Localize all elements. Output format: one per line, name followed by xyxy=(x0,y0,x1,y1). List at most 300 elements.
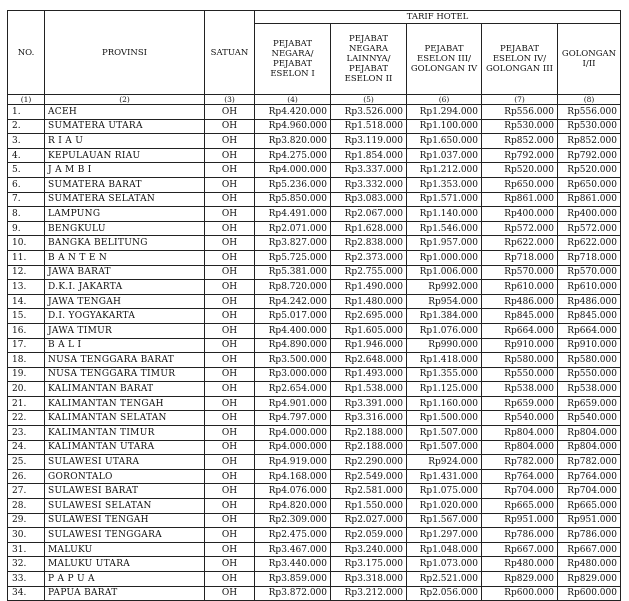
header-no: NO. xyxy=(8,11,45,95)
province-name: KALIMANTAN BARAT xyxy=(45,382,205,397)
province-name: ACEH xyxy=(45,105,205,120)
table-row xyxy=(8,236,621,251)
tariff-golongan-1-2: Rp550.000 xyxy=(558,367,621,382)
table-row xyxy=(8,148,621,163)
row-number: 9. xyxy=(8,221,45,236)
unit-cell: OH xyxy=(205,396,255,411)
tariff-eselon-4: Rp664.000 xyxy=(482,323,558,338)
province-name: D.I. YOGYAKARTA xyxy=(45,309,205,324)
tariff-eselon-3: Rp2.056.000 xyxy=(407,586,482,601)
tariff-golongan-1-2: Rp829.000 xyxy=(558,572,621,587)
tariff-eselon-1: Rp4.919.000 xyxy=(255,455,331,470)
row-number: 34. xyxy=(8,586,45,601)
province-name: KALIMANTAN TENGAH xyxy=(45,396,205,411)
tariff-eselon-2: Rp2.027.000 xyxy=(331,513,407,528)
row-number: 31. xyxy=(8,542,45,557)
row-number: 8. xyxy=(8,207,45,222)
tariff-eselon-4: Rp520.000 xyxy=(482,163,558,178)
table-row xyxy=(8,323,621,338)
tariff-eselon-2: Rp2.059.000 xyxy=(331,528,407,543)
tariff-eselon-4: Rp667.000 xyxy=(482,542,558,557)
tariff-eselon-1: Rp5.236.000 xyxy=(255,177,331,192)
column-number: (3) xyxy=(205,95,255,105)
tariff-eselon-3: Rp1.160.000 xyxy=(407,396,482,411)
table-row xyxy=(8,280,621,295)
province-name: PAPUA BARAT xyxy=(45,586,205,601)
tariff-eselon-4: Rp804.000 xyxy=(482,426,558,441)
tariff-golongan-1-2: Rp951.000 xyxy=(558,513,621,528)
unit-cell: OH xyxy=(205,280,255,295)
table-row xyxy=(8,426,621,441)
hotel-tariff-table xyxy=(7,10,621,601)
unit-cell: OH xyxy=(205,250,255,265)
column-number: (2) xyxy=(45,95,205,105)
tariff-eselon-3: Rp990.000 xyxy=(407,338,482,353)
tariff-eselon-4: Rp852.000 xyxy=(482,134,558,149)
column-number: (1) xyxy=(8,95,45,105)
tariff-eselon-4: Rp951.000 xyxy=(482,513,558,528)
row-number: 27. xyxy=(8,484,45,499)
tariff-eselon-4: Rp480.000 xyxy=(482,557,558,572)
tariff-eselon-3: Rp1.355.000 xyxy=(407,367,482,382)
unit-cell: OH xyxy=(205,294,255,309)
tariff-eselon-2: Rp1.538.000 xyxy=(331,382,407,397)
unit-cell: OH xyxy=(205,455,255,470)
hotel-tariff-document xyxy=(7,10,621,601)
tariff-golongan-1-2: Rp540.000 xyxy=(558,411,621,426)
tariff-eselon-4: Rp764.000 xyxy=(482,469,558,484)
province-name: SUMATERA BARAT xyxy=(45,177,205,192)
province-name: KALIMANTAN UTARA xyxy=(45,440,205,455)
row-number: 13. xyxy=(8,280,45,295)
tariff-eselon-4: Rp718.000 xyxy=(482,250,558,265)
unit-cell: OH xyxy=(205,309,255,324)
tariff-eselon-1: Rp2.475.000 xyxy=(255,528,331,543)
row-number: 6. xyxy=(8,177,45,192)
tariff-eselon-3: Rp1.212.000 xyxy=(407,163,482,178)
tariff-eselon-2: Rp2.188.000 xyxy=(331,426,407,441)
tariff-eselon-3: Rp1.546.000 xyxy=(407,221,482,236)
row-number: 11. xyxy=(8,250,45,265)
tariff-eselon-2: Rp2.188.000 xyxy=(331,440,407,455)
tariff-eselon-2: Rp1.854.000 xyxy=(331,148,407,163)
tariff-eselon-3: Rp1.957.000 xyxy=(407,236,482,251)
unit-cell: OH xyxy=(205,105,255,120)
tariff-eselon-3: Rp1.020.000 xyxy=(407,499,482,514)
row-number: 14. xyxy=(8,294,45,309)
unit-cell: OH xyxy=(205,134,255,149)
tariff-golongan-1-2: Rp792.000 xyxy=(558,148,621,163)
province-name: JAWA TENGAH xyxy=(45,294,205,309)
province-name: P A P U A xyxy=(45,572,205,587)
tariff-eselon-4: Rp659.000 xyxy=(482,396,558,411)
table-row xyxy=(8,250,621,265)
tariff-eselon-1: Rp3.872.000 xyxy=(255,586,331,601)
tariff-golongan-1-2: Rp718.000 xyxy=(558,250,621,265)
tariff-golongan-1-2: Rp650.000 xyxy=(558,177,621,192)
tariff-eselon-3: Rp1.037.000 xyxy=(407,148,482,163)
row-number: 3. xyxy=(8,134,45,149)
tariff-eselon-1: Rp4.275.000 xyxy=(255,148,331,163)
province-name: GORONTALO xyxy=(45,469,205,484)
header-eselon-1: PEJABAT NEGARA/ PEJABAT ESELON I xyxy=(255,24,331,95)
unit-cell: OH xyxy=(205,338,255,353)
row-number: 1. xyxy=(8,105,45,120)
province-name: KALIMANTAN TIMUR xyxy=(45,426,205,441)
unit-cell: OH xyxy=(205,382,255,397)
tariff-eselon-1: Rp5.017.000 xyxy=(255,309,331,324)
tariff-eselon-2: Rp3.526.000 xyxy=(331,105,407,120)
province-name: BENGKULU xyxy=(45,221,205,236)
tariff-eselon-1: Rp4.960.000 xyxy=(255,119,331,134)
tariff-golongan-1-2: Rp704.000 xyxy=(558,484,621,499)
row-number: 23. xyxy=(8,426,45,441)
table-row xyxy=(8,192,621,207)
column-number: (4) xyxy=(255,95,331,105)
tariff-eselon-1: Rp3.820.000 xyxy=(255,134,331,149)
tariff-eselon-4: Rp792.000 xyxy=(482,148,558,163)
tariff-eselon-4: Rp622.000 xyxy=(482,236,558,251)
tariff-eselon-2: Rp3.083.000 xyxy=(331,192,407,207)
table-row xyxy=(8,294,621,309)
tariff-eselon-1: Rp3.859.000 xyxy=(255,572,331,587)
province-name: MALUKU xyxy=(45,542,205,557)
table-row xyxy=(8,572,621,587)
tariff-golongan-1-2: Rp610.000 xyxy=(558,280,621,295)
table-row xyxy=(8,455,621,470)
tariff-eselon-4: Rp486.000 xyxy=(482,294,558,309)
tariff-eselon-3: Rp1.353.000 xyxy=(407,177,482,192)
table-row xyxy=(8,396,621,411)
province-name: KALIMANTAN SELATAN xyxy=(45,411,205,426)
tariff-eselon-4: Rp580.000 xyxy=(482,353,558,368)
tariff-golongan-1-2: Rp486.000 xyxy=(558,294,621,309)
row-number: 24. xyxy=(8,440,45,455)
unit-cell: OH xyxy=(205,513,255,528)
tariff-eselon-3: Rp1.507.000 xyxy=(407,426,482,441)
tariff-eselon-1: Rp4.797.000 xyxy=(255,411,331,426)
tariff-eselon-2: Rp2.755.000 xyxy=(331,265,407,280)
row-number: 20. xyxy=(8,382,45,397)
tariff-eselon-2: Rp3.119.000 xyxy=(331,134,407,149)
tariff-eselon-3: Rp1.048.000 xyxy=(407,542,482,557)
tariff-eselon-1: Rp3.000.000 xyxy=(255,367,331,382)
tariff-eselon-1: Rp4.076.000 xyxy=(255,484,331,499)
tariff-eselon-4: Rp400.000 xyxy=(482,207,558,222)
tariff-golongan-1-2: Rp861.000 xyxy=(558,192,621,207)
tariff-eselon-1: Rp4.491.000 xyxy=(255,207,331,222)
tariff-golongan-1-2: Rp659.000 xyxy=(558,396,621,411)
table-row xyxy=(8,177,621,192)
province-name: SULAWESI SELATAN xyxy=(45,499,205,514)
tariff-eselon-3: Rp1.140.000 xyxy=(407,207,482,222)
tariff-eselon-3: Rp1.571.000 xyxy=(407,192,482,207)
row-number: 32. xyxy=(8,557,45,572)
tariff-eselon-2: Rp1.628.000 xyxy=(331,221,407,236)
province-name: SULAWESI BARAT xyxy=(45,484,205,499)
table-row xyxy=(8,557,621,572)
tariff-eselon-1: Rp3.827.000 xyxy=(255,236,331,251)
unit-cell: OH xyxy=(205,177,255,192)
table-row xyxy=(8,221,621,236)
tariff-eselon-1: Rp3.500.000 xyxy=(255,353,331,368)
tariff-eselon-4: Rp829.000 xyxy=(482,572,558,587)
unit-cell: OH xyxy=(205,119,255,134)
row-number: 7. xyxy=(8,192,45,207)
row-number: 17. xyxy=(8,338,45,353)
tariff-golongan-1-2: Rp622.000 xyxy=(558,236,621,251)
tariff-golongan-1-2: Rp530.000 xyxy=(558,119,621,134)
tariff-eselon-3: Rp1.076.000 xyxy=(407,323,482,338)
province-name: SUMATERA UTARA xyxy=(45,119,205,134)
tariff-eselon-3: Rp1.384.000 xyxy=(407,309,482,324)
tariff-golongan-1-2: Rp556.000 xyxy=(558,105,621,120)
province-name: B A N T E N xyxy=(45,250,205,265)
tariff-golongan-1-2: Rp400.000 xyxy=(558,207,621,222)
tariff-golongan-1-2: Rp910.000 xyxy=(558,338,621,353)
tariff-eselon-1: Rp4.000.000 xyxy=(255,163,331,178)
tariff-eselon-2: Rp2.695.000 xyxy=(331,309,407,324)
tariff-eselon-2: Rp2.290.000 xyxy=(331,455,407,470)
province-name: JAWA TIMUR xyxy=(45,323,205,338)
table-row xyxy=(8,367,621,382)
tariff-eselon-2: Rp3.318.000 xyxy=(331,572,407,587)
tariff-eselon-1: Rp4.400.000 xyxy=(255,323,331,338)
unit-cell: OH xyxy=(205,484,255,499)
tariff-golongan-1-2: Rp667.000 xyxy=(558,542,621,557)
tariff-eselon-1: Rp5.850.000 xyxy=(255,192,331,207)
table-row xyxy=(8,499,621,514)
tariff-golongan-1-2: Rp845.000 xyxy=(558,309,621,324)
tariff-golongan-1-2: Rp600.000 xyxy=(558,586,621,601)
row-number: 25. xyxy=(8,455,45,470)
column-number: (5) xyxy=(331,95,407,105)
tariff-eselon-3: Rp1.294.000 xyxy=(407,105,482,120)
province-name: MALUKU UTARA xyxy=(45,557,205,572)
tariff-eselon-2: Rp1.480.000 xyxy=(331,294,407,309)
tariff-eselon-2: Rp2.549.000 xyxy=(331,469,407,484)
tariff-eselon-3: Rp1.125.000 xyxy=(407,382,482,397)
province-name: NUSA TENGGARA BARAT xyxy=(45,353,205,368)
tariff-eselon-1: Rp4.168.000 xyxy=(255,469,331,484)
table-row xyxy=(8,484,621,499)
tariff-eselon-1: Rp2.071.000 xyxy=(255,221,331,236)
header-provinsi: PROVINSI xyxy=(45,11,205,95)
province-name: NUSA TENGGARA TIMUR xyxy=(45,367,205,382)
tariff-eselon-4: Rp782.000 xyxy=(482,455,558,470)
tariff-golongan-1-2: Rp520.000 xyxy=(558,163,621,178)
unit-cell: OH xyxy=(205,542,255,557)
tariff-golongan-1-2: Rp804.000 xyxy=(558,440,621,455)
table-row xyxy=(8,528,621,543)
tariff-eselon-2: Rp3.316.000 xyxy=(331,411,407,426)
province-name: SULAWESI TENGGARA xyxy=(45,528,205,543)
tariff-eselon-3: Rp1.075.000 xyxy=(407,484,482,499)
tariff-eselon-4: Rp704.000 xyxy=(482,484,558,499)
tariff-eselon-3: Rp1.418.000 xyxy=(407,353,482,368)
tariff-eselon-2: Rp3.175.000 xyxy=(331,557,407,572)
table-row xyxy=(8,542,621,557)
table-row xyxy=(8,586,621,601)
row-number: 19. xyxy=(8,367,45,382)
header-eselon-2: PEJABAT NEGARA LAINNYA/ PEJABAT ESELON II xyxy=(331,24,407,95)
unit-cell: OH xyxy=(205,499,255,514)
province-name: R I A U xyxy=(45,134,205,149)
tariff-eselon-2: Rp3.332.000 xyxy=(331,177,407,192)
tariff-eselon-3: Rp2.521.000 xyxy=(407,572,482,587)
row-number: 12. xyxy=(8,265,45,280)
tariff-golongan-1-2: Rp480.000 xyxy=(558,557,621,572)
tariff-eselon-2: Rp1.605.000 xyxy=(331,323,407,338)
province-name: D.K.I. JAKARTA xyxy=(45,280,205,295)
table-row xyxy=(8,469,621,484)
row-number: 28. xyxy=(8,499,45,514)
header-eselon-3: PEJABAT ESELON III/ GOLONGAN IV xyxy=(407,24,482,95)
header-eselon-4: PEJABAT ESELON IV/ GOLONGAN III xyxy=(482,24,558,95)
table-row xyxy=(8,353,621,368)
tariff-eselon-1: Rp4.890.000 xyxy=(255,338,331,353)
tariff-golongan-1-2: Rp580.000 xyxy=(558,353,621,368)
tariff-eselon-1: Rp3.467.000 xyxy=(255,542,331,557)
row-number: 26. xyxy=(8,469,45,484)
tariff-golongan-1-2: Rp764.000 xyxy=(558,469,621,484)
tariff-eselon-3: Rp924.000 xyxy=(407,455,482,470)
tariff-eselon-3: Rp1.000.000 xyxy=(407,250,482,265)
tariff-eselon-2: Rp2.581.000 xyxy=(331,484,407,499)
row-number: 10. xyxy=(8,236,45,251)
province-name: SULAWESI UTARA xyxy=(45,455,205,470)
table-row xyxy=(8,119,621,134)
tariff-eselon-4: Rp600.000 xyxy=(482,586,558,601)
tariff-eselon-3: Rp1.650.000 xyxy=(407,134,482,149)
row-number: 5. xyxy=(8,163,45,178)
table-row xyxy=(8,105,621,120)
tariff-eselon-1: Rp4.420.000 xyxy=(255,105,331,120)
tariff-eselon-2: Rp1.550.000 xyxy=(331,499,407,514)
tariff-eselon-4: Rp538.000 xyxy=(482,382,558,397)
province-name: BANGKA BELITUNG xyxy=(45,236,205,251)
unit-cell: OH xyxy=(205,353,255,368)
tariff-eselon-3: Rp1.100.000 xyxy=(407,119,482,134)
table-row xyxy=(8,411,621,426)
tariff-eselon-1: Rp3.440.000 xyxy=(255,557,331,572)
table-row xyxy=(8,382,621,397)
row-number: 2. xyxy=(8,119,45,134)
tariff-eselon-4: Rp845.000 xyxy=(482,309,558,324)
tariff-eselon-4: Rp650.000 xyxy=(482,177,558,192)
column-number-row xyxy=(8,95,621,105)
unit-cell: OH xyxy=(205,323,255,338)
tariff-golongan-1-2: Rp852.000 xyxy=(558,134,621,149)
unit-cell: OH xyxy=(205,426,255,441)
tariff-eselon-2: Rp2.067.000 xyxy=(331,207,407,222)
table-row xyxy=(8,207,621,222)
province-name: LAMPUNG xyxy=(45,207,205,222)
tariff-eselon-3: Rp1.006.000 xyxy=(407,265,482,280)
unit-cell: OH xyxy=(205,236,255,251)
province-name: J A M B I xyxy=(45,163,205,178)
unit-cell: OH xyxy=(205,586,255,601)
row-number: 15. xyxy=(8,309,45,324)
table-row xyxy=(8,265,621,280)
unit-cell: OH xyxy=(205,440,255,455)
table-row xyxy=(8,163,621,178)
tariff-eselon-2: Rp3.337.000 xyxy=(331,163,407,178)
table-row xyxy=(8,513,621,528)
tariff-eselon-3: Rp992.000 xyxy=(407,280,482,295)
tariff-eselon-1: Rp4.000.000 xyxy=(255,426,331,441)
unit-cell: OH xyxy=(205,572,255,587)
unit-cell: OH xyxy=(205,163,255,178)
tariff-golongan-1-2: Rp786.000 xyxy=(558,528,621,543)
tariff-eselon-1: Rp4.820.000 xyxy=(255,499,331,514)
unit-cell: OH xyxy=(205,528,255,543)
table-row xyxy=(8,440,621,455)
row-number: 29. xyxy=(8,513,45,528)
tariff-eselon-2: Rp1.518.000 xyxy=(331,119,407,134)
tariff-eselon-2: Rp3.240.000 xyxy=(331,542,407,557)
province-name: SULAWESI TENGAH xyxy=(45,513,205,528)
unit-cell: OH xyxy=(205,265,255,280)
tariff-golongan-1-2: Rp804.000 xyxy=(558,426,621,441)
tariff-eselon-1: Rp4.901.000 xyxy=(255,396,331,411)
column-number: (7) xyxy=(482,95,558,105)
tariff-eselon-3: Rp1.500.000 xyxy=(407,411,482,426)
tariff-eselon-2: Rp1.490.000 xyxy=(331,280,407,295)
header-tarif-hotel: TARIF HOTEL xyxy=(255,11,621,24)
tariff-eselon-3: Rp1.073.000 xyxy=(407,557,482,572)
tariff-eselon-4: Rp530.000 xyxy=(482,119,558,134)
province-name: JAWA BARAT xyxy=(45,265,205,280)
province-name: SUMATERA SELATAN xyxy=(45,192,205,207)
tariff-eselon-4: Rp910.000 xyxy=(482,338,558,353)
tariff-eselon-4: Rp550.000 xyxy=(482,367,558,382)
table-body xyxy=(8,105,621,601)
tariff-golongan-1-2: Rp782.000 xyxy=(558,455,621,470)
column-number: (8) xyxy=(558,95,621,105)
tariff-eselon-1: Rp5.381.000 xyxy=(255,265,331,280)
row-number: 21. xyxy=(8,396,45,411)
tariff-eselon-3: Rp1.431.000 xyxy=(407,469,482,484)
tariff-eselon-3: Rp1.297.000 xyxy=(407,528,482,543)
tariff-golongan-1-2: Rp664.000 xyxy=(558,323,621,338)
header-satuan: SATUAN xyxy=(205,11,255,95)
row-number: 30. xyxy=(8,528,45,543)
row-number: 33. xyxy=(8,572,45,587)
province-name: B A L I xyxy=(45,338,205,353)
unit-cell: OH xyxy=(205,148,255,163)
tariff-eselon-1: Rp5.725.000 xyxy=(255,250,331,265)
tariff-eselon-2: Rp3.391.000 xyxy=(331,396,407,411)
unit-cell: OH xyxy=(205,367,255,382)
tariff-eselon-1: Rp2.654.000 xyxy=(255,382,331,397)
tariff-eselon-2: Rp1.946.000 xyxy=(331,338,407,353)
unit-cell: OH xyxy=(205,221,255,236)
tariff-eselon-3: Rp1.567.000 xyxy=(407,513,482,528)
tariff-eselon-2: Rp3.212.000 xyxy=(331,586,407,601)
tariff-eselon-4: Rp786.000 xyxy=(482,528,558,543)
row-number: 18. xyxy=(8,353,45,368)
tariff-eselon-2: Rp2.648.000 xyxy=(331,353,407,368)
row-number: 16. xyxy=(8,323,45,338)
tariff-eselon-4: Rp572.000 xyxy=(482,221,558,236)
tariff-eselon-3: Rp954.000 xyxy=(407,294,482,309)
tariff-golongan-1-2: Rp538.000 xyxy=(558,382,621,397)
table-row xyxy=(8,134,621,149)
tariff-eselon-1: Rp4.000.000 xyxy=(255,440,331,455)
tariff-eselon-2: Rp1.493.000 xyxy=(331,367,407,382)
table-row xyxy=(8,309,621,324)
